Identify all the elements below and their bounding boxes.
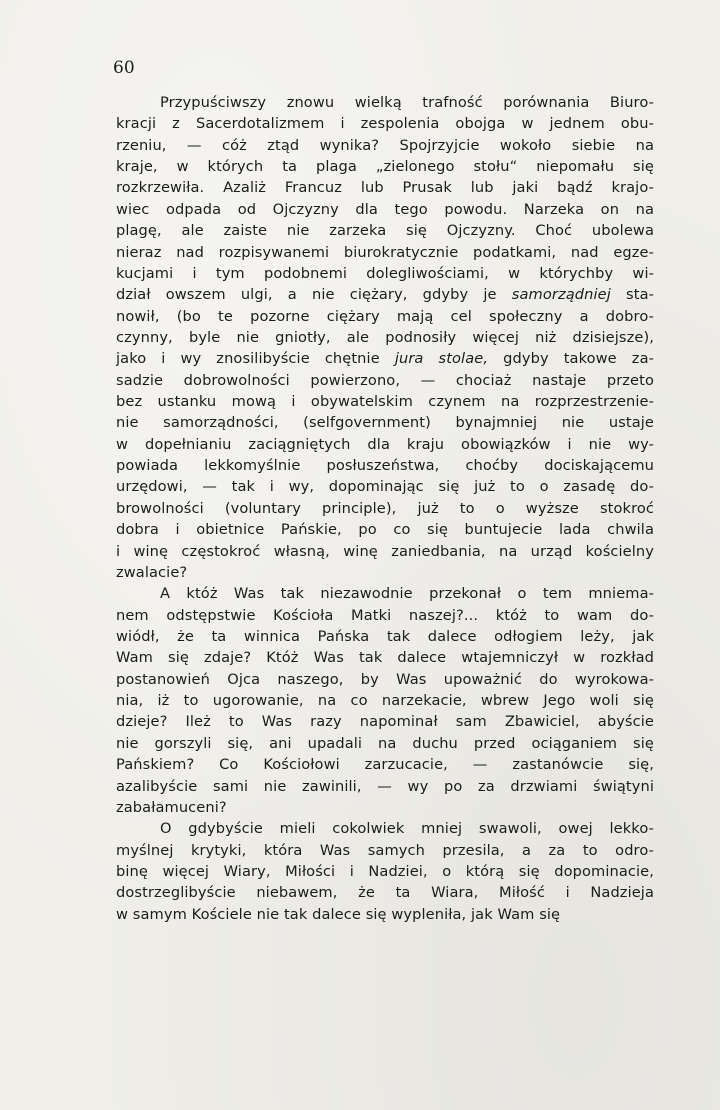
text-line (116, 904, 654, 925)
text-segment: sta- (610, 286, 654, 304)
text-segment: nia, iż to ugorowanie, na co narzekacie, wbrew Jego woli się (116, 692, 654, 710)
text-segment: postanowień Ojca naszego, by Was upoważnić do wyrokowa- (116, 670, 654, 688)
text-segment: plagę, ale zaiste nie zarzeka się Ojczyzny. Choć ubolewa (116, 222, 654, 240)
text-segment: kraje, w których ta plaga „zielonego stołu“ niepomału się (116, 158, 654, 176)
text-line (116, 348, 654, 369)
text-line (116, 711, 654, 732)
text-segment: wiec odpada od Ojczyzny dla tego powodu. Narzeka on na (116, 200, 654, 218)
text-segment: powiada lekkomyślnie posłuszeństwa, choćby dociskającemu (116, 457, 654, 475)
text-line (116, 263, 654, 284)
text-segment: nowił, (bo te pozorne ciężary mają cel społeczny a dobro- (116, 307, 654, 325)
text-line (116, 220, 654, 241)
text-segment: w samym Kościele nie tak dalece się wypleniła, jak Wam się (116, 905, 561, 923)
text-segment: rzeniu, — cóż ztąd wynika? Spojrzyjcie wokoło siebie na (116, 136, 654, 154)
text-line (116, 626, 654, 647)
text-line (116, 434, 654, 455)
text-line (116, 498, 654, 519)
text-segment: bez ustanku mową i obywatelskim czynem na rozprzestrzenie- (116, 393, 654, 411)
text-line (116, 455, 654, 476)
page-number: 60 (113, 58, 135, 78)
text-line (116, 647, 654, 668)
text-segment: dzieje? Ileż to Was razy napominał sam Zbawiciel, abyście (116, 713, 654, 731)
text-segment: nieraz nad rozpisywanemi biurokratycznie podatkami, nad egze- (116, 243, 654, 261)
text-segment: kucjami i tym podobnemi dolegliwościami, w którychby wi- (116, 264, 654, 282)
text-line (116, 669, 654, 690)
text-segment: gdyby takowe za- (488, 350, 654, 368)
text-line (116, 861, 654, 882)
text-line (116, 242, 654, 263)
text-segment: i winę częstokroć własną, winę zaniedbania, na urząd kościelny (116, 542, 654, 560)
text-segment: dział owszem ulgi, a nie ciężary, gdyby je (116, 286, 512, 304)
text-line (116, 476, 654, 497)
text-line (116, 92, 654, 113)
text-segment: wiódł, że ta winnica Pańska tak dalece odłogiem leży, jak (116, 627, 654, 645)
text-segment: Przypuściwszy znowu wielką trafność porównania Biuro- (160, 94, 654, 111)
text-segment: Wam się zdaje? Któż Was tak dalece wtajemniczył w rozkład (116, 649, 654, 667)
text-segment: azalibyście sami nie zawinili, — wy po za drzwiami świątyni (116, 777, 654, 795)
text-line (116, 840, 654, 861)
text-line (116, 135, 654, 156)
text-line (116, 391, 654, 412)
text-line (116, 541, 654, 562)
text-segment: myślnej krytyki, która Was samych przesila, a za to odro- (116, 841, 654, 859)
text-segment: dobra i obietnice Pańskie, po co się buntujecie lada chwila (116, 521, 654, 539)
text-line (116, 776, 654, 797)
text-segment: jako i wy znosilibyście chętnie (116, 350, 395, 368)
text-segment: czynny, byle nie gniotły, ale podnosiły więcej niż dzisiejsze), (116, 328, 654, 346)
text-line (116, 797, 654, 818)
text-segment: w dopełnianiu zaciągniętych dla kraju obowiązków i nie wy- (116, 435, 654, 453)
text-line (116, 882, 654, 903)
text-line (116, 605, 654, 626)
text-line (116, 754, 654, 775)
text-segment: urzędowi, — tak i wy, dopominając się już to o zasadę do- (116, 478, 654, 496)
text-segment: dostrzeglibyście niebawem, że ta Wiara, Miłość i Nadzieja (116, 884, 654, 902)
text-segment: O gdybyście mieli cokolwiek mniej swawoli, owej lekko- (160, 820, 654, 838)
text-segment: zabałamuceni? (116, 798, 227, 816)
text-segment: Pańskiem? Co Kościołowi zarzucacie, — zastanówcie się, (116, 756, 654, 774)
text-line (116, 284, 654, 305)
text-line (116, 113, 654, 134)
text-segment: nie gorszyli się, ani upadali na duchu przed ociąganiem się (116, 734, 654, 752)
text-line (116, 370, 654, 391)
text-line (116, 690, 654, 711)
text-line (116, 733, 654, 754)
italic-segment: jura stolae, (394, 350, 489, 368)
text-segment: nem odstępstwie Kościoła Matki naszej?... któż to wam do- (116, 606, 654, 624)
text-line (116, 412, 654, 433)
text-line (116, 199, 654, 220)
text-line (116, 583, 654, 604)
text-line (116, 818, 654, 839)
text-segment: binę więcej Wiary, Miłości i Nadziei, o którą się dopominacie, (116, 862, 654, 880)
text-line (116, 519, 654, 540)
text-segment: rozkrzewiła. Azaliż Francuz lub Prusak lub jaki bądź krajo- (116, 179, 654, 197)
text-line (116, 177, 654, 198)
text-segment: kracji z Sacerdotalizmem i zespolenia obojga w jednem obu- (116, 115, 654, 133)
text-line (116, 327, 654, 348)
italic-segment: samorządniej (511, 286, 611, 304)
text-segment: zwalacie? (116, 563, 188, 581)
text-segment: nie samorządności, (selfgovernment) bynajmniej nie ustaje (116, 414, 654, 432)
text-segment: sadzie dobrowolności powierzono, — chociaż nastaje przeto (116, 371, 654, 389)
text-line (116, 306, 654, 327)
body-text (116, 92, 654, 925)
text-line (116, 156, 654, 177)
text-line (116, 562, 654, 583)
text-segment: A któż Was tak niezawodnie przekonał o tem mniema- (160, 585, 654, 603)
text-segment: browolności (voluntary principle), już to o wyższe stokroć (116, 499, 654, 517)
